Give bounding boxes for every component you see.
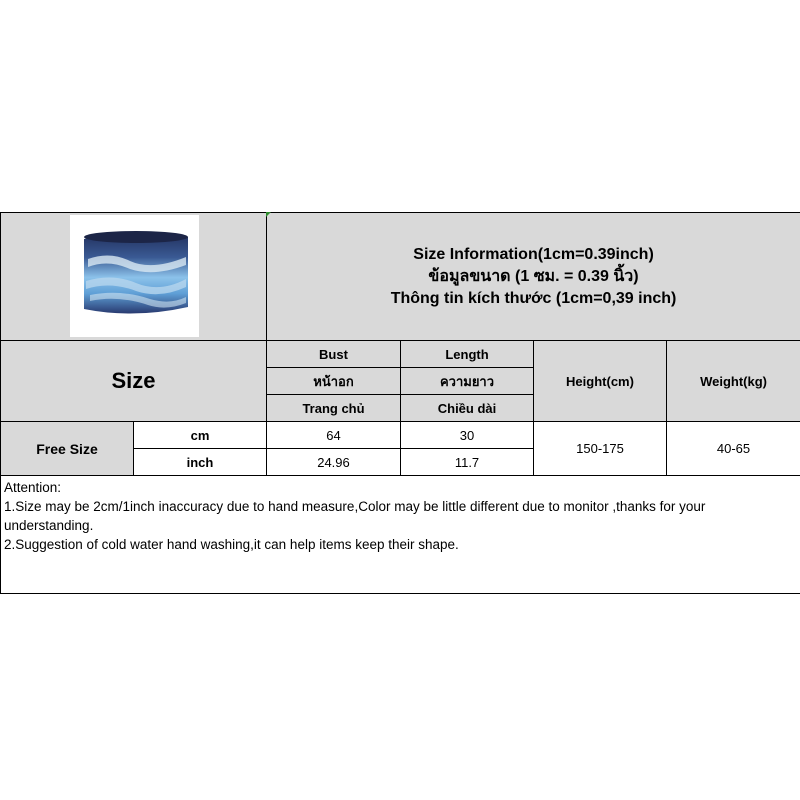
- size-header: Size: [1, 341, 267, 422]
- bust-inch-value: 24.96: [267, 449, 401, 476]
- length-header-th: ความยาว: [401, 368, 534, 395]
- bust-header-en: Bust: [267, 341, 401, 368]
- size-info-title: [267, 213, 800, 341]
- weight-value: 40-65: [667, 422, 800, 476]
- corner-mark: [266, 212, 271, 217]
- attention-title: Attention:: [4, 480, 62, 495]
- weight-header: Weight(kg): [667, 341, 800, 422]
- unit-cm-label: cm: [134, 422, 267, 449]
- length-header-en: Length: [401, 341, 534, 368]
- attention-notes: [1, 476, 800, 594]
- neck-gaiter-image: [70, 215, 199, 337]
- bust-header-vi: Trang chủ: [267, 395, 401, 422]
- size-table: [0, 212, 800, 594]
- height-header: Height(cm): [534, 341, 667, 422]
- bust-cm-value: 64: [267, 422, 401, 449]
- title-line-vi: Thông tin kích thước (1cm=0,39 inch): [390, 289, 677, 307]
- free-size-label: Free Size: [1, 422, 134, 476]
- title-line-en: Size Information(1cm=0.39inch): [413, 245, 654, 263]
- unit-inch-label: inch: [134, 449, 267, 476]
- length-inch-value: 11.7: [401, 449, 534, 476]
- length-cm-value: 30: [401, 422, 534, 449]
- product-image-cell: [1, 213, 267, 341]
- attention-line-1: 1.Size may be 2cm/1inch inaccuracy due to hand measure,Color may be little different due to monitor ,thanks for your understanding.: [4, 499, 706, 533]
- title-line-th: ข้อมูลขนาด (1 ซม. = 0.39 นิ้ว): [428, 267, 639, 285]
- attention-line-2: 2.Suggestion of cold water hand washing,it can help items keep their shape.: [4, 537, 459, 552]
- bust-header-th: หน้าอก: [267, 368, 401, 395]
- height-value: 150-175: [534, 422, 667, 476]
- size-chart: [0, 212, 800, 588]
- length-header-vi: Chiều dài: [401, 395, 534, 422]
